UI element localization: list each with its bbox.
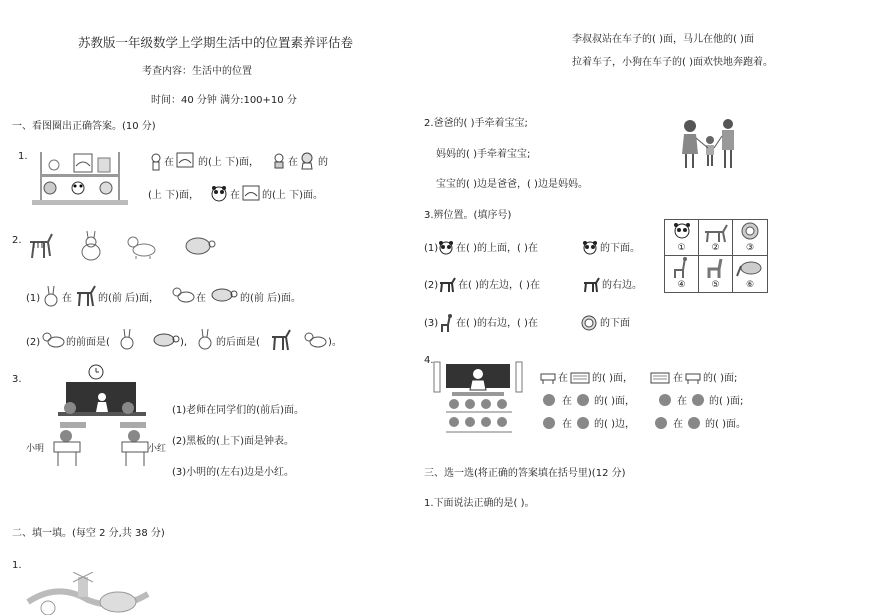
fill-q3-text: 在( )的左边，( )在: [458, 280, 540, 291]
q2-text: 的前面是(: [66, 337, 110, 348]
section-1-heading: 一、看图圈出正确答案。(10 分): [12, 121, 156, 132]
classroom-illustration: [36, 364, 166, 469]
fill-q4-text: 在: [673, 419, 683, 430]
fill-q3-text: (3): [424, 318, 439, 329]
panda-icon: [210, 185, 228, 203]
small-animal-icon: [150, 153, 162, 171]
panda-icon: [438, 240, 454, 256]
fill-q4-text: 在: [562, 419, 572, 430]
q3-statement-1: (1)老师在同学们的(前后)面。: [172, 405, 304, 416]
fill-q4-number: 4.: [424, 355, 434, 366]
picture-frame-icon: [242, 185, 260, 201]
fill-q1-number: 1.: [12, 560, 22, 571]
fill-q4-text: 的( )面。: [705, 419, 746, 430]
q3-statement-3: (3)小明的(左右)边是小红。: [172, 467, 294, 478]
q2-text: 的(前 后)面，: [98, 293, 159, 304]
q1-text: 在: [288, 157, 298, 168]
q1-text: 在: [164, 157, 174, 168]
grid-number: ③: [745, 243, 755, 253]
q3-statement-2: (2)黑板的(上下)面是钟表。: [172, 436, 294, 447]
q2-text: 在: [196, 293, 206, 304]
turtle-icon: [208, 286, 238, 304]
desk-icon: [685, 371, 701, 385]
fill-q4-text: 的( )面;: [703, 373, 738, 384]
fill-q4-text: 在: [677, 396, 687, 407]
fill-q1-line-2: 拉着车子，小狗在车子的( )面欢快地奔跑着。: [572, 57, 773, 68]
q1-number: 1.: [18, 151, 28, 162]
fill-q3-text: 的下面: [600, 318, 630, 329]
fill-q1-line-1: 李叔叔站在车子的( )面，马儿在他的( )面: [572, 34, 754, 45]
student-icon: [685, 416, 703, 430]
fill-q4-text: 的( )面，: [594, 396, 635, 407]
panda-icon: [582, 240, 598, 256]
page-title: 苏教版一年级数学上学期生活中的位置素养评估卷: [78, 35, 354, 50]
rabbit-icon: [78, 230, 104, 262]
fill-q4-text: 在: [673, 373, 683, 384]
dog-icon: [304, 330, 328, 350]
grid-cell: [699, 220, 733, 256]
picture-frame-icon: [176, 152, 194, 168]
grid-number: ⑤: [711, 280, 720, 290]
rabbit-icon: [42, 285, 60, 307]
q1-text: 的(上 下)面，: [198, 157, 259, 168]
fill-q3-text: (2): [424, 280, 439, 291]
q2-text: )。: [328, 337, 342, 348]
grid-cell: [733, 220, 767, 256]
label-xiaohong: 小红: [148, 444, 167, 454]
grid-cell: [665, 256, 699, 292]
zebra-icon: [270, 328, 292, 352]
fill-q2-line-3: 宝宝的( )边是爸爸，( )边是妈妈。: [436, 179, 588, 190]
student-icon: [652, 416, 670, 430]
student-icon: [540, 416, 558, 430]
family-illustration: [680, 118, 740, 170]
blackboard-icon: [570, 371, 590, 385]
student-icon: [656, 393, 674, 407]
fill-q4-text: 在: [558, 373, 568, 384]
animal-position-grid: [664, 219, 768, 293]
zebra-icon: [75, 284, 97, 308]
classroom-rows-illustration: [432, 360, 524, 440]
grid-number: ④: [677, 280, 686, 290]
zebra-icon: [582, 277, 600, 293]
zebra-icon: [26, 230, 56, 262]
doll-icon: [300, 152, 314, 170]
grid-number: ①: [677, 243, 686, 253]
desk-icon: [540, 371, 556, 385]
grid-number: ②: [711, 243, 720, 253]
grid-number: ⑥: [745, 280, 755, 290]
rabbit-icon: [118, 328, 136, 350]
dog-icon: [126, 232, 158, 260]
fill-q3-text: 的右边。: [602, 280, 642, 291]
q1-text: 在: [230, 190, 240, 201]
fill-q4-text: 的( )面，: [592, 373, 633, 384]
fill-q2-line-2: 妈妈的( )手牵着宝宝;: [436, 149, 531, 160]
q3-number: 3.: [12, 374, 22, 385]
fill-q3-text: 的下面。: [600, 243, 640, 254]
exam-subtitle: 考查内容：生活中的位置: [142, 66, 252, 77]
blackboard-icon: [650, 371, 670, 385]
exam-time: 时间：40 分钟 满分:100+10 分: [151, 95, 297, 106]
student-icon: [574, 393, 592, 407]
q2-text: ),: [180, 337, 188, 348]
fill-q3-heading: 3.辨位置。(填序号): [424, 210, 512, 221]
dog-icon: [172, 285, 196, 305]
turtle-icon: [150, 331, 180, 349]
lion-icon: [580, 314, 598, 332]
turtle-icon: [180, 234, 216, 258]
q1-text: 的: [318, 157, 328, 168]
q2-text: (2): [26, 337, 41, 348]
fill-q3-text: (1): [424, 243, 439, 254]
q2-text: (1): [26, 293, 41, 304]
q2-text: 的后面是(: [216, 337, 260, 348]
dog-icon: [42, 330, 66, 350]
fill-q3-text: 在( )的上面，( )在: [456, 243, 538, 254]
choice-q1: 1.下面说法正确的是( )。: [424, 498, 535, 509]
fill-q4-text: 的( )面;: [709, 396, 744, 407]
student-icon: [540, 393, 558, 407]
grid-cell: [665, 220, 699, 256]
q1-text: (上 下)面，: [148, 190, 199, 201]
rabbit-icon: [196, 328, 214, 350]
farm-cart-illustration: [18, 572, 158, 615]
shelf-illustration: [30, 148, 130, 206]
q2-number: 2.: [12, 235, 22, 246]
fill-q3-text: 在( )的右边，( )在: [456, 318, 538, 329]
label-xiaoming: 小明: [26, 444, 45, 454]
q2-text: 的(前 后)面。: [240, 293, 301, 304]
fill-q2-line-1: 2.爸爸的( )手牵着宝宝;: [424, 118, 528, 129]
section-3-heading: 三、选一选(将正确的答案填在括号里)(12 分): [424, 468, 626, 479]
giraffe-icon: [438, 313, 454, 333]
student-icon: [574, 416, 592, 430]
section-2-heading: 二、填一填。(每空 2 分,共 38 分): [12, 528, 165, 539]
q1-text: 的(上 下)面。: [262, 190, 323, 201]
toy-icon: [272, 153, 286, 169]
grid-cell: [733, 256, 767, 292]
student-icon: [689, 393, 707, 407]
zebra-icon: [438, 277, 456, 293]
grid-cell: [699, 256, 733, 292]
fill-q4-text: 在: [562, 396, 572, 407]
q2-text: 在: [62, 293, 72, 304]
fill-q4-text: 的( )边，: [594, 419, 635, 430]
